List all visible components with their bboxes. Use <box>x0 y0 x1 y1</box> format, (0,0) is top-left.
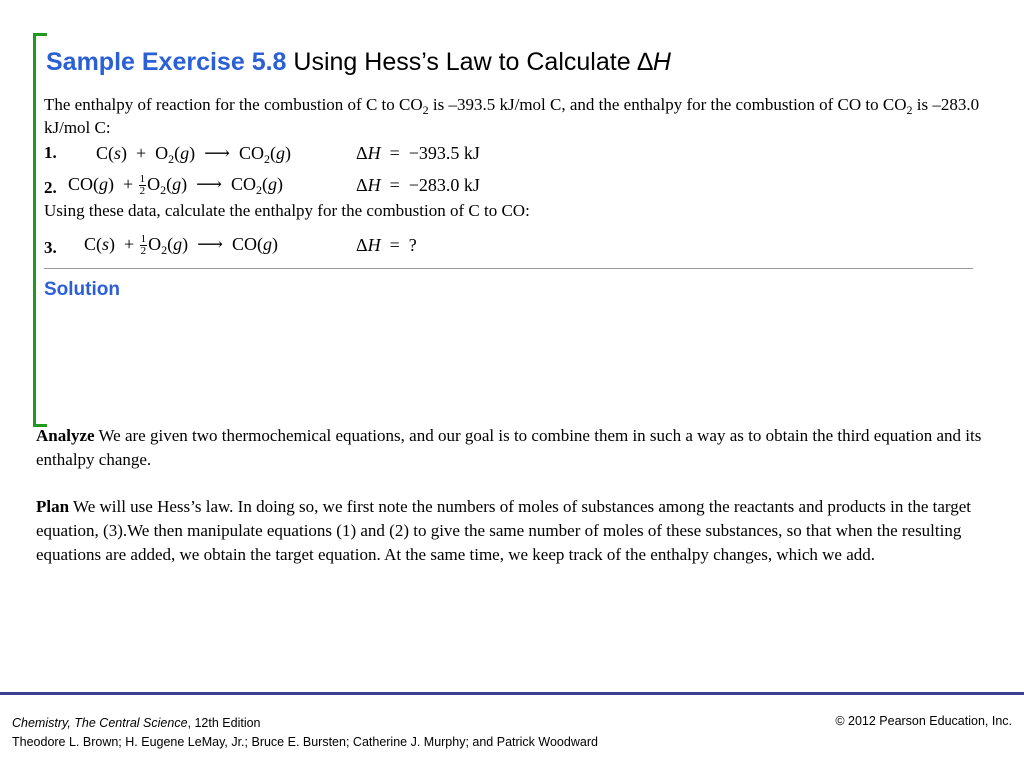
footer-book-line <box>12 714 598 733</box>
section-divider <box>44 268 973 269</box>
intro-subscript-2: 2 <box>906 103 913 117</box>
plan-label: Plan <box>36 497 70 516</box>
slide-title <box>46 48 671 77</box>
equation-3-number: 3. <box>44 238 57 257</box>
footer-citation <box>12 714 598 752</box>
equation-2: CO(g) + $\frac{1}{2}$ $O_2(g)$ ⟶ $CO_2(g)$ <box>68 173 283 198</box>
footer-rule <box>0 692 1024 695</box>
delta-symbol: ∆ <box>637 48 653 76</box>
book-title: Chemistry, The Central Science <box>12 716 188 730</box>
intro-part-1: The enthalpy of reaction for the combustion of C to CO <box>44 95 423 114</box>
title-text: Using Hess’s Law to Calculate <box>293 48 638 76</box>
problem-statement <box>44 93 984 139</box>
instruction-text: Using these data, calculate the enthalpy for the combustion of C to CO: <box>44 201 530 220</box>
equation-2-number: 2. <box>44 178 57 197</box>
equation-3: C(s) + $\frac{1}{2}$ $O_2(g)$ ⟶ CO(g) <box>84 233 278 258</box>
h-symbol: H <box>652 48 671 76</box>
one-half-fraction: $\frac{1}{2}$ <box>139 173 146 198</box>
equation-1: $C(s) + O_2(g)$ ⟶ $CO_2(g)$ <box>96 143 291 166</box>
equation-2-enthalpy: ΔH = −283.0 kJ <box>356 175 480 195</box>
equation-1-enthalpy: ΔH = −393.5 kJ <box>356 143 480 163</box>
exercise-label: Sample Exercise 5.8 <box>46 48 287 76</box>
intro-part-2: is –393.5 kJ/mol C, and the enthalpy for the combustion of CO to CO <box>428 95 907 114</box>
plan-paragraph <box>36 495 986 567</box>
solution-heading: Solution <box>44 279 120 300</box>
plan-text: We will use Hess’s law. In doing so, we first note the numbers of moles of substances among the reactants and products in the target equation, (3).We then manipulate equations (1) and (2) to give the same number of moles of these substances, so that when the resulting equations are added, we obtain the target equation. At the same time, we keep track of the enthalpy changes, which we add. <box>36 497 972 564</box>
one-half-fraction: $\frac{1}{2}$ <box>140 233 147 258</box>
equation-1-number: 1. <box>44 143 57 162</box>
intro-subscript-1: 2 <box>422 103 429 117</box>
analyze-label: Analyze <box>36 426 95 445</box>
analyze-paragraph <box>36 424 986 472</box>
equation-3-enthalpy: ΔH = ? <box>356 235 417 255</box>
footer-authors: Theodore L. Brown; H. Eugene LeMay, Jr.; Bruce E. Bursten; Catherine J. Murphy; and Patrick Woodward <box>12 735 598 749</box>
analyze-text: We are given two thermochemical equations, and our goal is to combine them in such a way as to obtain the third equation and its enthalpy change. <box>36 426 982 469</box>
intro-part-3: is –283.0 kJ/mol C: <box>44 95 980 137</box>
copyright-notice: © 2012 Pearson Education, Inc. <box>835 714 1012 728</box>
book-edition: , 12th Edition <box>187 716 261 730</box>
